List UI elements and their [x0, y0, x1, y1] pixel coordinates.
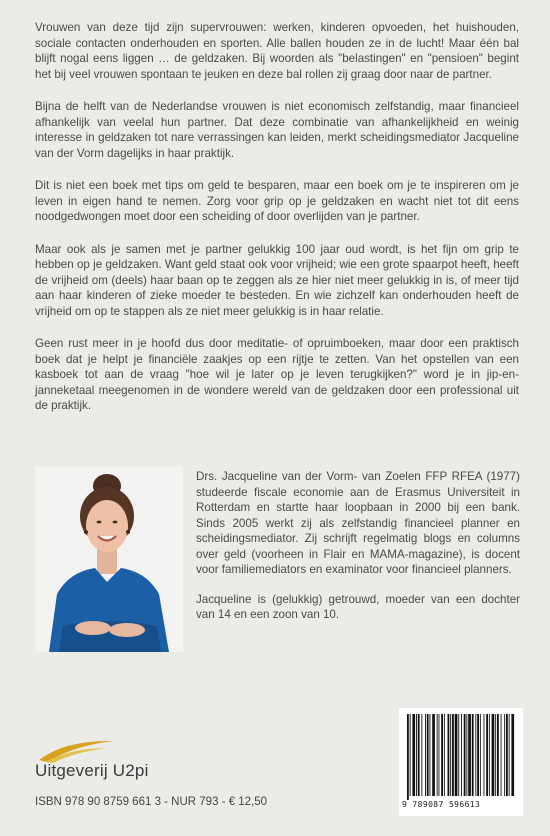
barcode-bar [489, 714, 490, 796]
barcode-bar [495, 714, 496, 796]
barcode-bar [472, 714, 474, 796]
barcode-bar [448, 714, 450, 796]
barcode-bar [468, 714, 471, 796]
barcode-bar [452, 714, 454, 796]
barcode-bar [497, 714, 499, 796]
barcode-bar [450, 714, 451, 796]
barcode-bar [466, 714, 467, 796]
barcode-bar [444, 714, 445, 796]
author-portrait-graphic [35, 466, 183, 652]
barcode-bar [455, 714, 458, 796]
barcode-bar [407, 714, 409, 800]
publisher-logo [35, 738, 235, 798]
author-bio [196, 469, 520, 637]
barcode-bar [441, 714, 443, 796]
barcode-bar [416, 714, 417, 796]
barcode-bar [425, 714, 426, 796]
barcode-bar [506, 714, 508, 796]
barcode-bar [511, 714, 514, 796]
bio-paragraph-2: Jacqueline is (gelukkig) getrouwd, moeder van een dochter van 14 en een zoon van 10. [196, 592, 520, 621]
barcode-bar [410, 714, 411, 796]
barcode-bar [421, 714, 422, 796]
intro-text [35, 20, 519, 431]
barcode-bar [509, 714, 510, 796]
intro-paragraph-4: Maar ook als je samen met je partner gelukkig 100 jaar oud wordt, is het fijn om grip te hebben op je geldzaken. Want geld staat ook voor vrijheid; wie een grote spaarpot heeft, heeft de vrijheid om (deels) haar baan op te zeggen als ze hier niet meer gelukkig in is, of meer tijd aan haar kinderen of zieke moeder te besteden. En wie zichzelf kan onderhouden heeft de vrijheid om op te stappen als ze niet meer gelukkig is in haar relatie. [35, 242, 519, 318]
isbn-line: ISBN 978 90 8759 661 3 - NUR 793 - € 12,50 [35, 796, 268, 808]
barcode-bar [480, 714, 481, 796]
barcode-bar [486, 714, 488, 796]
intro-paragraph-3: Dit is niet een boek met tips om geld te besparen, maar een boek om je te inspireren om je leven in eigen hand te nemen. Zorg voor grip op je geldzaken en wacht niet tot dit eens noodgedwongen moet door een scheiding of door overlijden van je partner. [35, 179, 519, 223]
barcode-bar [464, 714, 466, 796]
barcode-bar [458, 714, 459, 796]
barcode-icon [399, 708, 523, 800]
barcode-bar [430, 714, 431, 796]
author-portrait [35, 466, 183, 652]
barcode-bar [439, 714, 440, 796]
bio-paragraph-1: Drs. Jacqueline van der Vorm- van Zoelen FFP RFEA (1977) studeerde fiscale economie aan de Erasmus Universiteit in Rotterdam en startte haar loopbaan in 2000 bij een bank. Sinds 2005 werkt zij als zelfstandig financieel planner en scheidingsmediator. Zij schrijft regelmatig blogs en columns over geld (voorheen in Flair en MAMA-magazine), is docent voor familiemediators en examinator voor financieel planners. [196, 470, 520, 576]
barcode-bar [437, 714, 438, 796]
intro-paragraph-2: Bijna de helft van de Nederlandse vrouwen is niet economisch zelfstandig, maar financieel afhankelijk van veelal hun partner. Dat deze combinatie van afhankelijkheid en weinig interesse in geldzaken tot nare verrassingen kan leiden, merkt scheidingsmediator Jacqueline van der Vorm dagelijks in haar praktijk. [35, 100, 519, 160]
barcode-bar [427, 714, 429, 796]
barcode-bar [461, 714, 462, 796]
barcode-bar [501, 714, 502, 796]
barcode-digits: 9 789087 596613 [402, 800, 481, 809]
barcode-bar [504, 714, 505, 796]
barcode-bar [475, 714, 476, 796]
barcode-bar [477, 714, 479, 796]
barcode-bar [412, 714, 415, 796]
publisher-name: Uitgeverij U2pi [35, 761, 149, 780]
barcode-bar [484, 714, 485, 796]
intro-paragraph-1: Vrouwen van deze tijd zijn supervrouwen: werken, kinderen opvoeden, het huishouden, sociale contacten onderhouden en sporten. Alle ballen houden ze in de lucht! Maar één bal blijft nogal eens liggen … de geldzaken. Bij woorden als "belastingen" en "pensioen" begint het bij veel vrouwen spontaan te jeuken en deze bal rollen zij graag door naar de partner. [35, 21, 519, 81]
barcode-bar [492, 714, 495, 796]
barcode-bar [418, 714, 420, 796]
intro-paragraph-5: Geen rust meer in je hoofd dus door meditatie- of opruimboeken, maar door een praktisch boek dat je helpt je financiële zaakjes op een rijtje te zetten. Van het opstellen van een kasboek tot aan de vraag "hoe wil je later op je leven terugkijken?" word je in jip-en-janneketaal meegenomen in de wondere wereld van de geldzaken door een professional uit de praktijk. [35, 337, 519, 412]
barcode-bar [432, 714, 435, 796]
